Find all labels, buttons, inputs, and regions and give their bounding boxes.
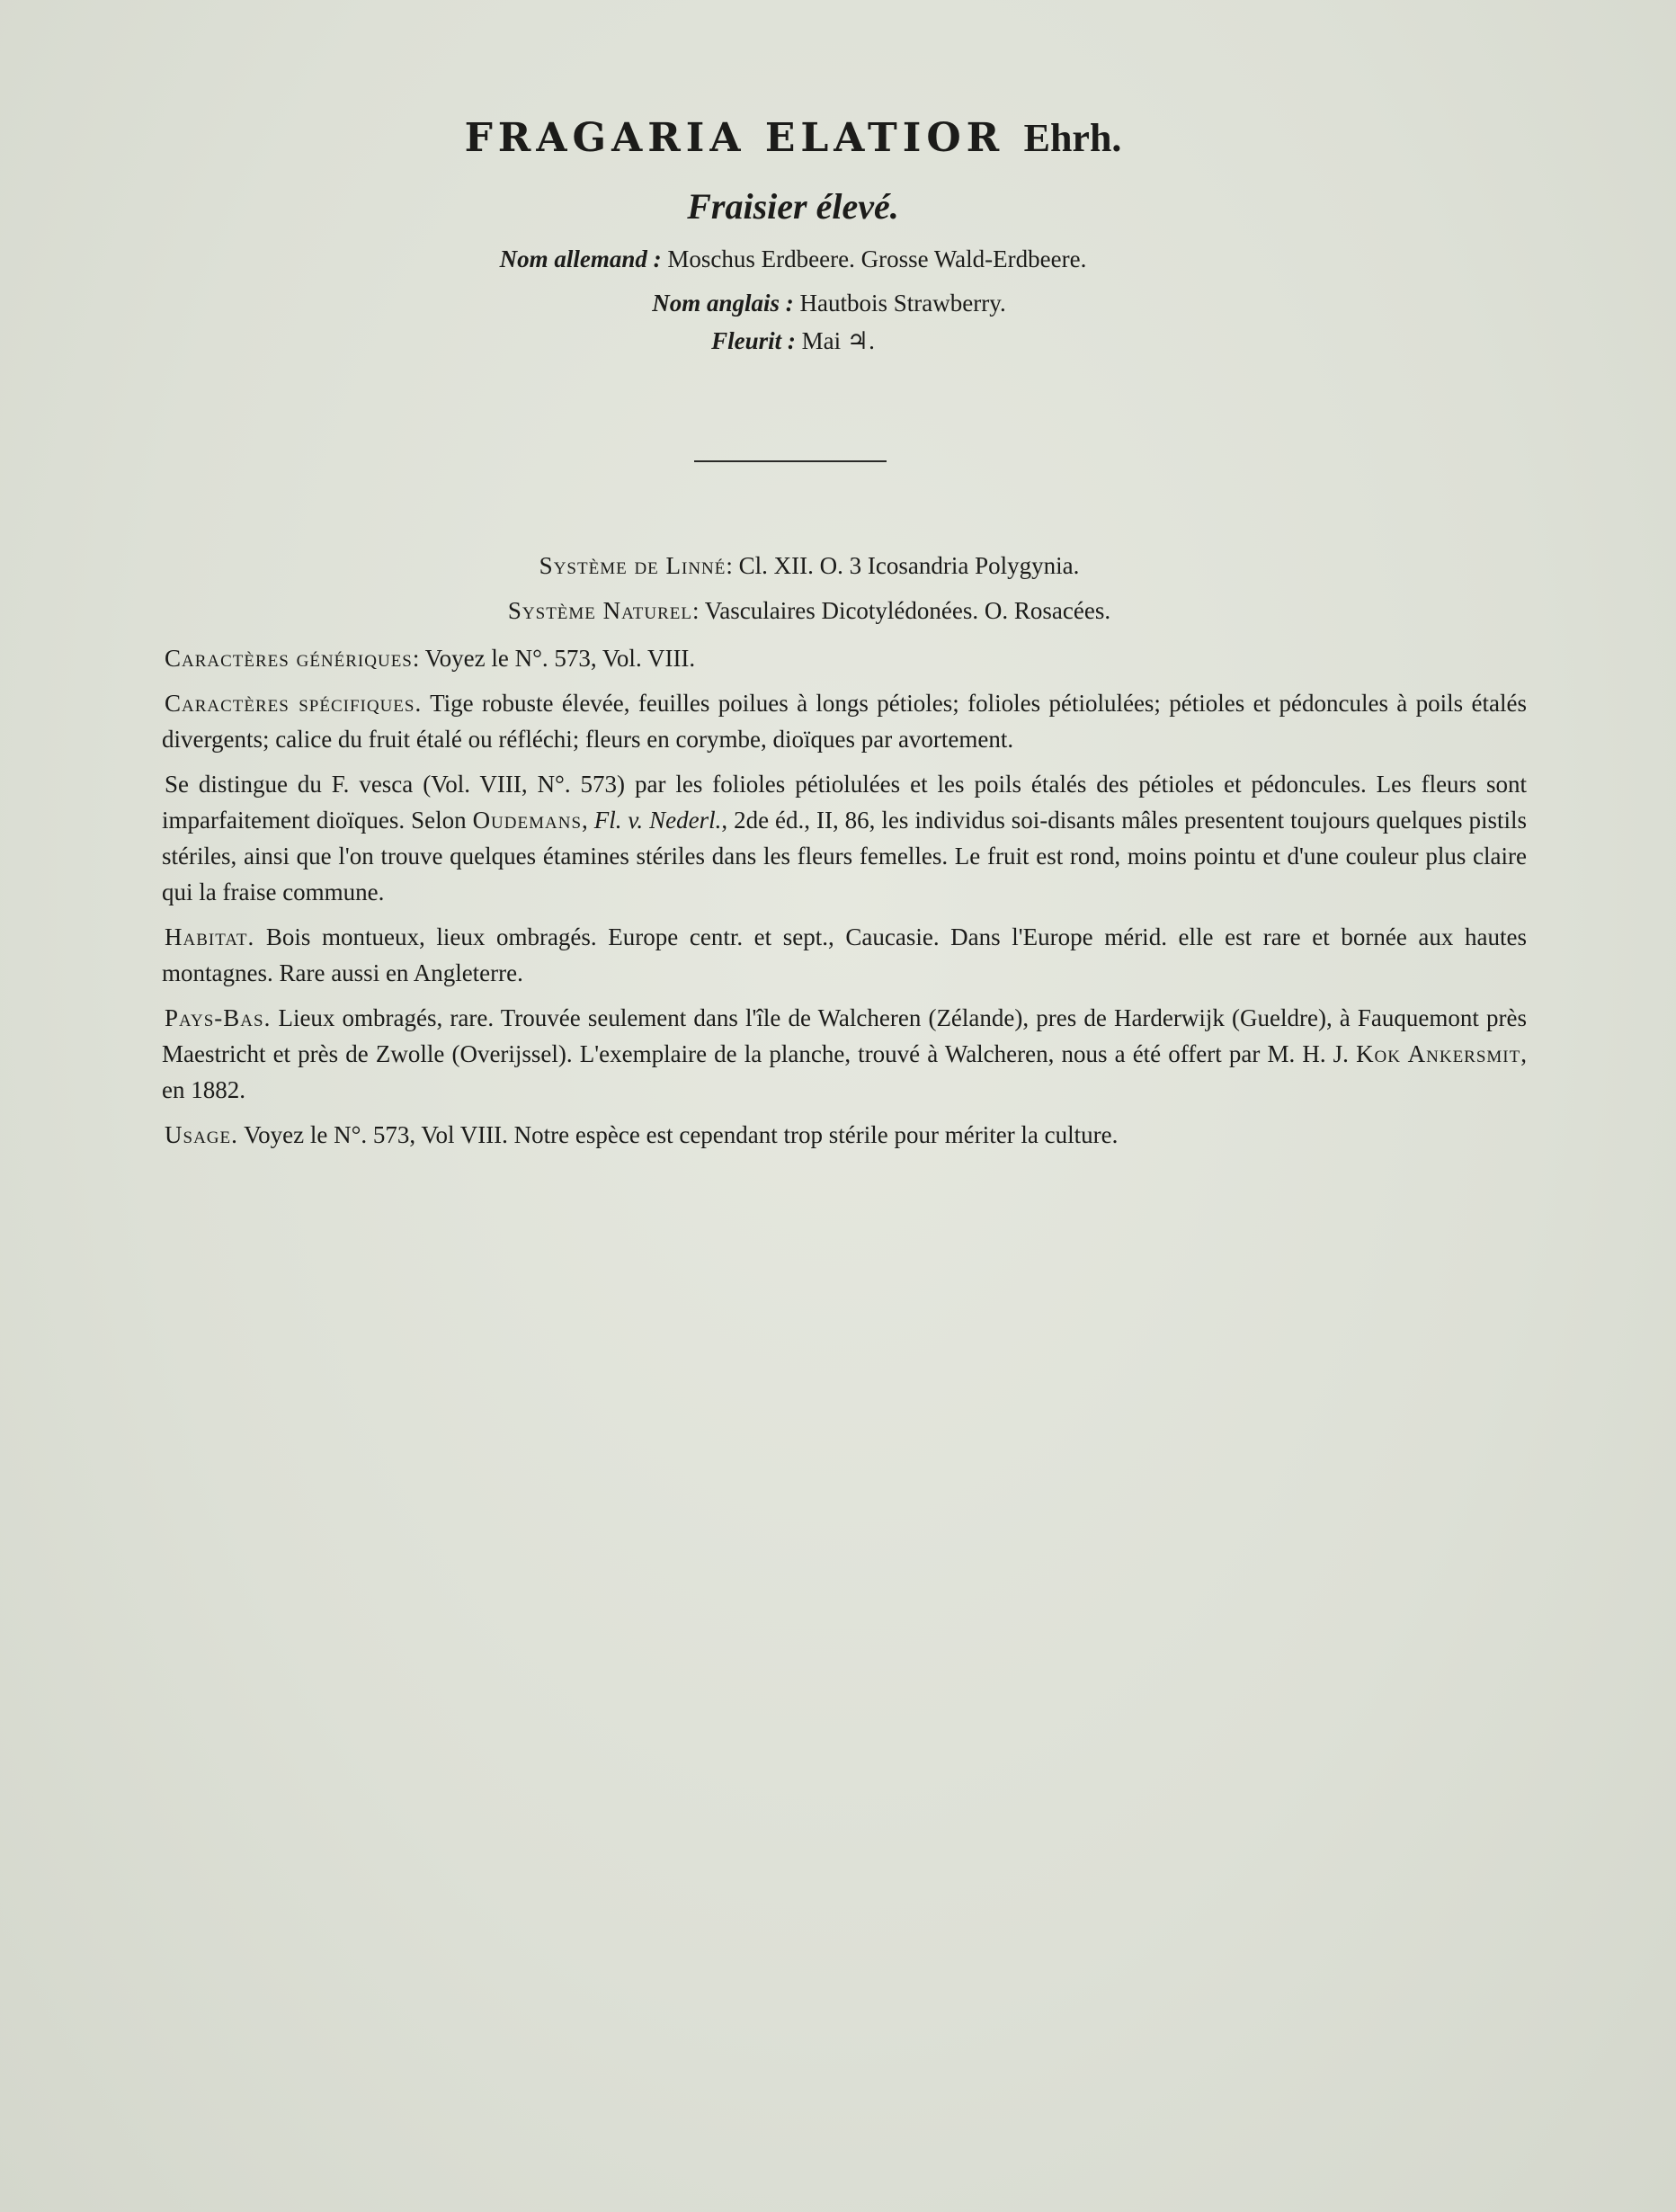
distinction-text-2: , 2de éd., II, 86, les individus soi-disants mâles presentent toujours quelques pistils stériles, ainsi que l'on trouve quelques étamines stériles dans les fleurs femelles. Le fruit est rond, moins pointu et d'une couleur plus claire qui la fraise commune. bbox=[162, 807, 1528, 905]
habitat-label: Habitat. bbox=[165, 923, 255, 950]
linne-system-line bbox=[0, 552, 1618, 580]
netherlands-label: Pays-Bas. bbox=[165, 1004, 272, 1031]
netherlands-paragraph bbox=[162, 1000, 1527, 1108]
english-name-line bbox=[0, 290, 1622, 317]
generic-characters-paragraph bbox=[162, 640, 1527, 676]
natural-system-label: Système Naturel bbox=[507, 597, 692, 624]
specific-characters-text: Tige robuste élevée, feuilles poilues à longs pétioles; folioles pétiolulées; pétioles et pédoncules à poils étalés divergents; calice du fruit étalé ou réfléchi; fleurs en corymbe, dioïques par avortement. bbox=[162, 690, 1527, 753]
flowering-label: Fleurit : bbox=[711, 327, 796, 354]
natural-system-value: : Vasculaires Dicotylédonées. O. Rosacées. bbox=[691, 597, 1111, 624]
linne-system-label: Système de Linné bbox=[539, 552, 727, 579]
title-author: Ehrh. bbox=[1023, 116, 1122, 160]
distinction-reference: Fl. v. Nederl. bbox=[593, 807, 722, 834]
specific-characters-label: Caractères spécifiques. bbox=[165, 690, 423, 717]
title-main: FRAGARIA ELATIOR bbox=[464, 115, 1005, 161]
usage-paragraph bbox=[162, 1117, 1527, 1153]
distinction-paragraph: Se distingue du F. vesca (Vol. VIII, N°. 573) par les folioles pétiolulées et les poils étalés des pétioles et pédoncules. Les fleurs sont imparfaitement dioïques. Selon Oudemans, Fl. v. Nederl., 2de éd., II, 86, les individus soi-disants mâles presentent toujours quelques pistils stériles, ainsi que l'on trouve quelques étamines stériles dans les fleurs femelles. Le fruit est rond, moins pointu et d'une couleur plus claire qui la fraise commune. bbox=[162, 771, 1528, 905]
generic-characters-text: : Voyez le N°. 573, Vol. VIII. bbox=[412, 645, 696, 672]
distinction-author: Oudemans bbox=[472, 807, 583, 834]
flowering-value: Mai ♃. bbox=[801, 327, 875, 354]
page-subtitle: Fraisier élevé. bbox=[687, 186, 899, 227]
german-name-line bbox=[0, 245, 1586, 273]
netherlands-collector: Kok Ankersmit bbox=[1356, 1040, 1521, 1067]
habitat-paragraph bbox=[162, 919, 1527, 991]
english-name-value: Hautbois Strawberry. bbox=[799, 290, 1006, 317]
german-name-label: Nom allemand : bbox=[499, 245, 662, 272]
english-name-label: Nom anglais : bbox=[652, 290, 794, 317]
netherlands-text-2: , en 1882. bbox=[162, 1040, 1527, 1103]
description-body bbox=[162, 640, 1527, 1162]
habitat-text: Bois montueux, lieux ombragés. Europe centr. et sept., Caucasie. Dans l'Europe mérid. elle est rare et bornée aux hautes montagnes. Rare aussi en Angleterre. bbox=[162, 923, 1527, 986]
page-title bbox=[0, 115, 1586, 161]
netherlands-text-1: Lieux ombragés, rare. Trouvée seulement dans l'île de Walcheren (Zélande), pres de Harderwijk (Gueldre), à Fauquemont près Maestricht et près de Zwolle (Overijssel). L'exemplaire de la planche, trouvé à Walcheren, nous a été offert par M. H. J. bbox=[162, 1004, 1527, 1067]
generic-characters-label: Caractères génériques bbox=[165, 645, 413, 672]
natural-system-line bbox=[0, 597, 1618, 625]
usage-text: Voyez le N°. 573, Vol VIII. Notre espèce est cependant trop stérile pour mériter la culture. bbox=[244, 1121, 1119, 1148]
german-name-value: Moschus Erdbeere. Grosse Wald-Erdbeere. bbox=[667, 245, 1087, 272]
flowering-line bbox=[0, 327, 1586, 355]
linne-system-value: : Cl. XII. O. 3 Icosandria Polygynia. bbox=[726, 552, 1080, 579]
distinction-text-1: Se distingue du F. vesca (Vol. VIII, N°. 573) par les folioles pétiolulées et les poils étalés des pétioles et pédoncules. Les fleurs sont imparfaitement dioïques. Selon bbox=[162, 771, 1527, 834]
specific-characters-paragraph bbox=[162, 685, 1527, 757]
usage-label: Usage. bbox=[165, 1121, 238, 1148]
title-divider bbox=[694, 460, 887, 462]
